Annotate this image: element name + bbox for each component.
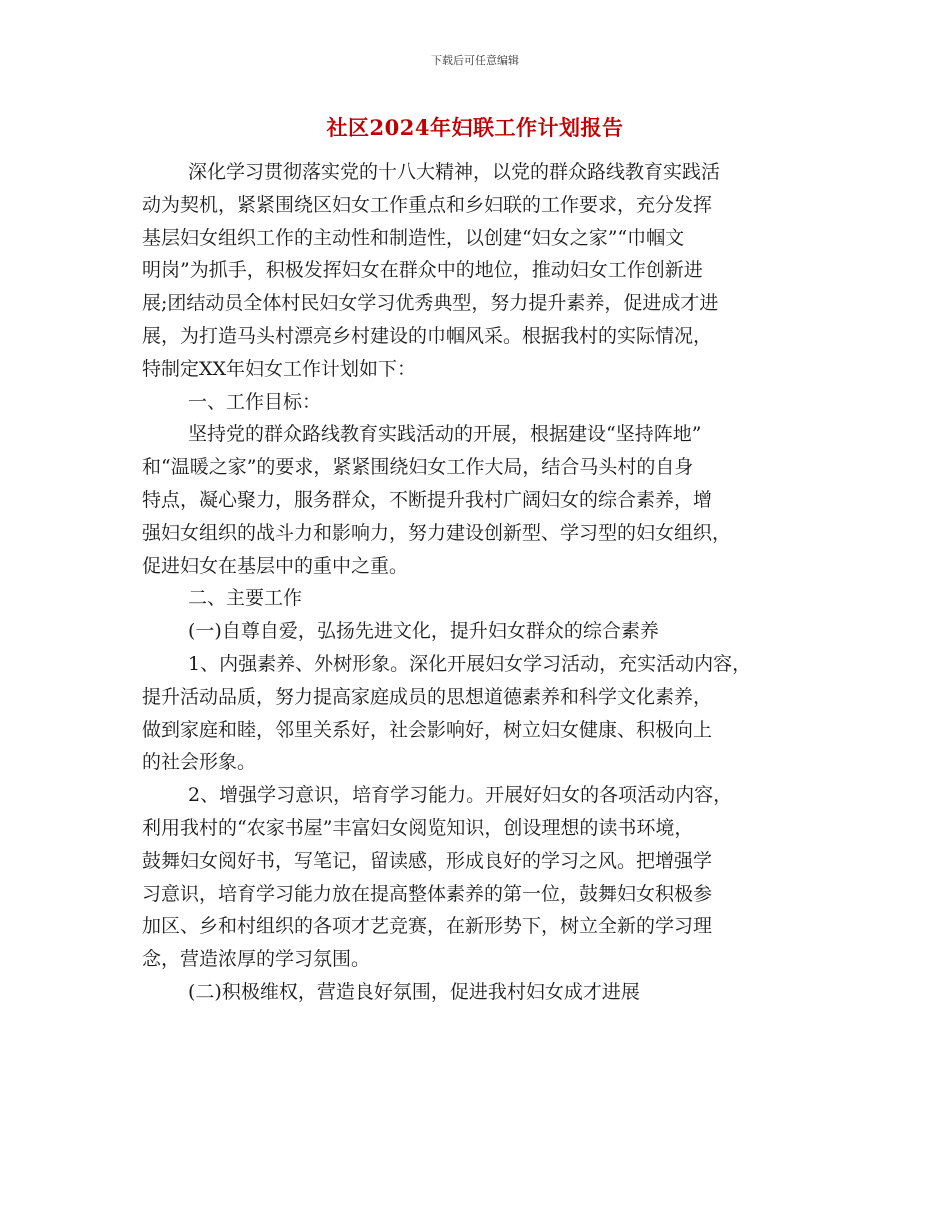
body-line: 2、增强学习意识，培育学习能力。开展好妇女的各项活动内容， [188, 784, 733, 807]
body-line: 念，营造浓厚的学习氛围。 [142, 948, 371, 971]
body-line: 展，为打造马头村漂亮乡村建设的巾帼风采。根据我村的实际情况， [142, 324, 713, 347]
body-line: (二)积极维权，营造良好氛围，促进我村妇女成才进展 [188, 980, 640, 1003]
body-line: 坚持党的群众路线教育实践活动的开展，根据建设“坚持阵地” [188, 423, 702, 446]
document-body [142, 156, 822, 1009]
body-line: 促进妇女在基层中的重中之重。 [142, 554, 409, 577]
body-line: 明岗”为抓手，积极发挥妇女在群众中的地位，推动妇女工作创新进 [142, 259, 703, 282]
body-line: 特点，凝心聚力，服务群众，不断提升我村广阔妇女的综合素养，增 [142, 488, 713, 511]
document-title: 社区2024年妇联工作计划报告 [326, 115, 624, 140]
body-line: 动为契机，紧紧围绕区妇女工作重点和乡妇联的工作要求，充分发挥 [142, 193, 713, 216]
body-line: 1、内强素养、外树形象。深化开展妇女学习活动，充实活动内容， [188, 652, 752, 675]
body-line: 强妇女组织的战斗力和影响力，努力建设创新型、学习型的妇女组织， [142, 521, 732, 544]
body-line: 提升活动品质，努力提高家庭成员的思想道德素养和科学文化素养， [142, 685, 713, 708]
body-line: 展;团结动员全体村民妇女学习优秀典型，努力提升素养，促进成才进 [142, 292, 719, 315]
body-line: 习意识，培育学习能力放在提高整体素养的第一位，鼓舞妇女积极参 [142, 882, 713, 905]
body-line: 深化学习贯彻落实党的十八大精神，以党的群众路线教育实践活 [188, 161, 721, 183]
body-line: 和“温暖之家”的要求，紧紧围绕妇女工作大局，结合马头村的自身 [142, 456, 694, 479]
body-line: 特制定XX年妇女工作计划如下： [142, 357, 417, 380]
body-line: 做到家庭和睦，邻里关系好，社会影响好，树立妇女健康、积极向上 [142, 718, 713, 741]
body-line: 鼓舞妇女阅好书，写笔记，留读感，形成良好的学习之风。把增强学 [142, 849, 713, 872]
body-line: 二、主要工作 [188, 587, 303, 610]
page-header-note: 下载后可任意编辑 [431, 54, 519, 67]
body-line: (一)自尊自爱，弘扬先进文化，提升妇女群众的综合素养 [188, 620, 659, 643]
body-line: 的社会形象。 [142, 751, 257, 774]
body-line: 加区、乡和村组织的各项才艺竞赛，在新形势下，树立全新的学习理 [142, 915, 713, 938]
body-line: 一、工作目标： [188, 390, 322, 413]
body-line: 基层妇女组织工作的主动性和制造性，以创建“妇女之家”“巾帼文 [142, 226, 685, 249]
body-line: 利用我村的“农家书屋”丰富妇女阅览知识，创设理想的读书环境， [142, 816, 694, 839]
